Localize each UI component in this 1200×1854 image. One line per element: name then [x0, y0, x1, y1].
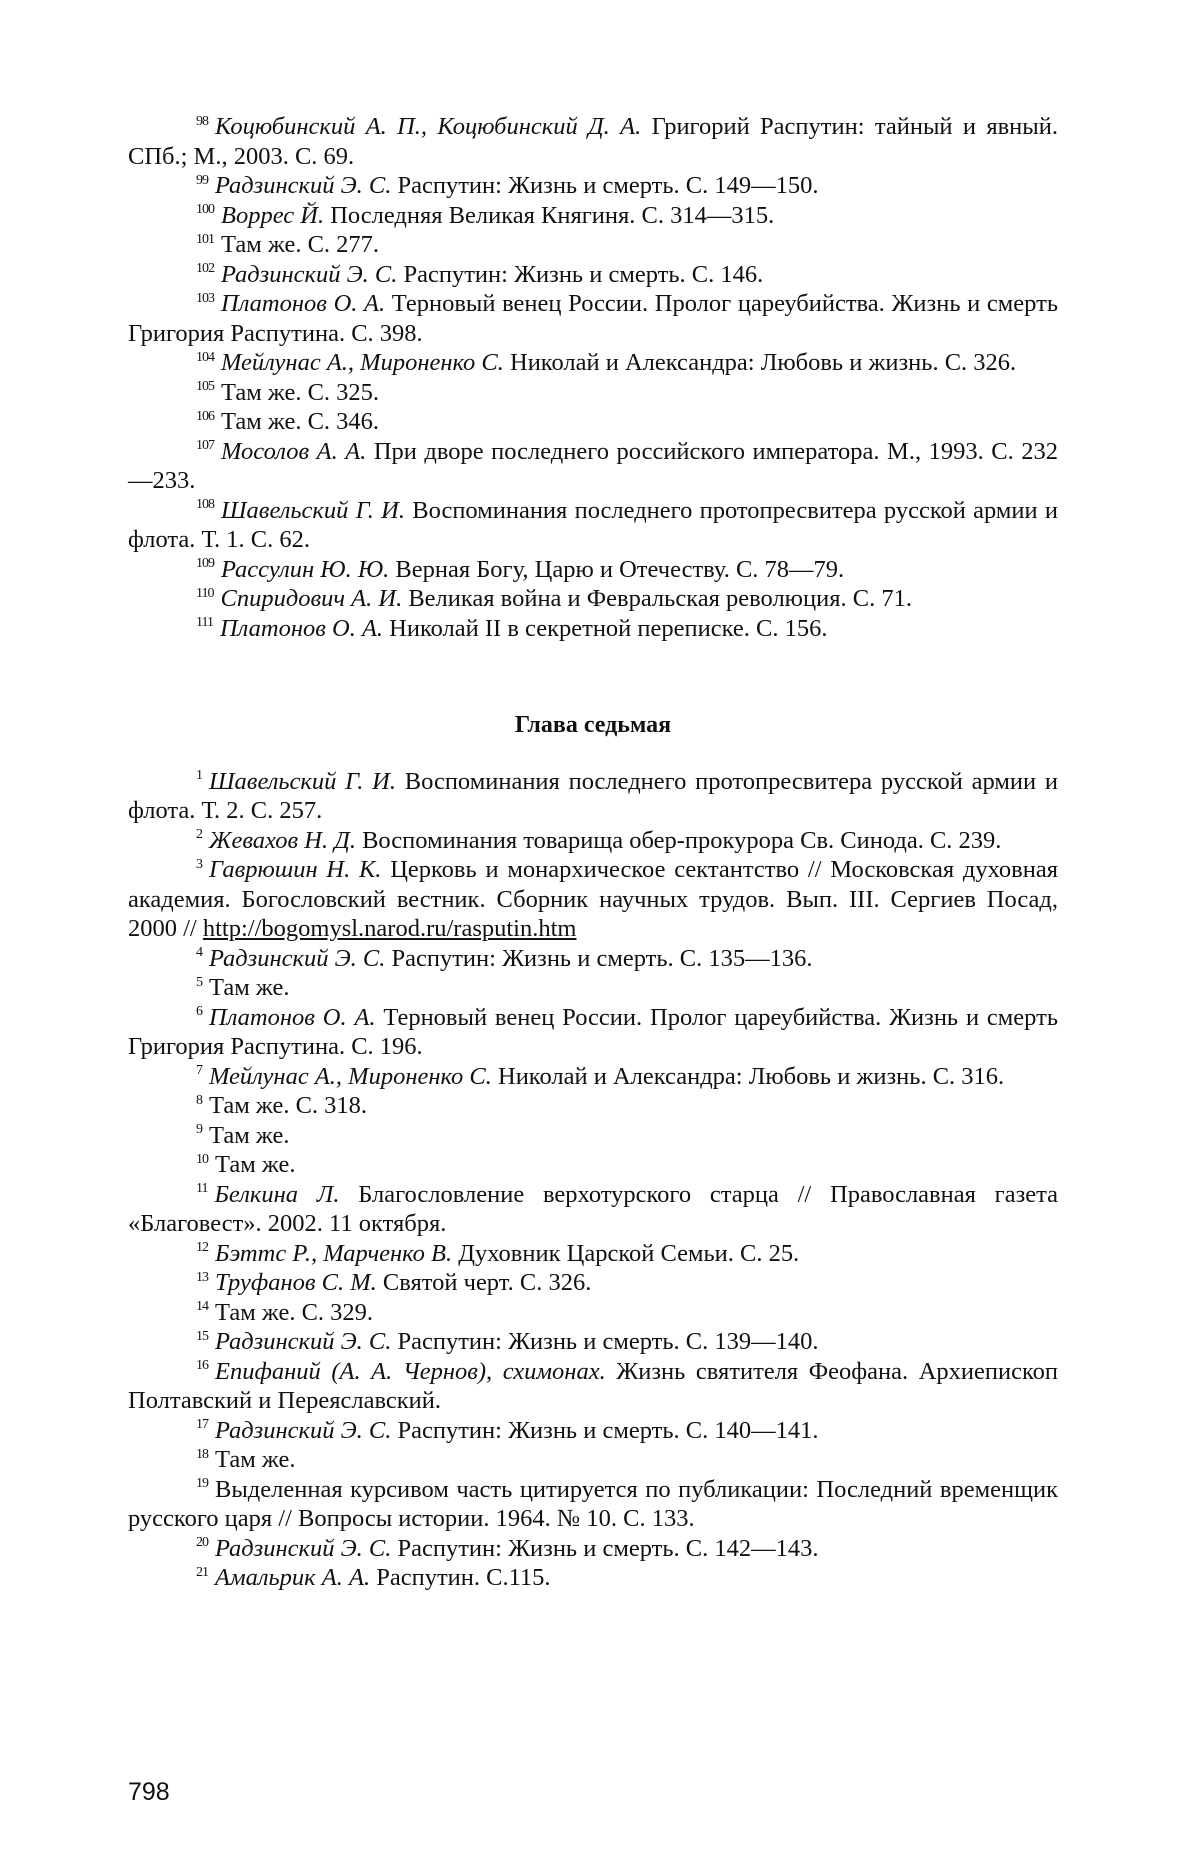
footnote — [128, 348, 1058, 378]
footnote-number: 16 — [196, 1358, 208, 1373]
footnote-number: 99 — [196, 173, 208, 188]
footnote-number: 100 — [196, 202, 214, 217]
footnote-author: Радзинский Э. С. — [209, 945, 385, 972]
footnote — [128, 1180, 1058, 1239]
footnote-text: Верная Богу, Царю и Отечеству. С. 78—79. — [389, 556, 844, 583]
footnote — [128, 171, 1058, 201]
footnote-text: Распутин: Жизнь и смерть. С. 146. — [397, 261, 763, 288]
footnote-author: Белкина Л. — [214, 1181, 339, 1208]
footnote-number: 19 — [196, 1476, 208, 1491]
footnote — [128, 555, 1058, 585]
endnotes-previous-chapter — [128, 112, 1058, 643]
footnote-number: 3 — [196, 857, 202, 872]
footnote-text: Жизнь святителя Феофана. Архиепископ Полтавский и Переяславский. — [128, 1358, 1058, 1415]
footnote-text: Там же. — [209, 974, 289, 1001]
footnote-text: Там же. С. 346. — [221, 408, 379, 435]
footnote-number: 12 — [196, 1240, 208, 1255]
footnote-author: Коцюбинский А. П., Коцюбинский Д. А. — [215, 113, 641, 140]
footnote-number: 20 — [196, 1535, 208, 1550]
footnote — [128, 112, 1058, 171]
footnote-author: Мейлунас А., Мироненко С. — [209, 1063, 492, 1090]
footnote — [128, 1327, 1058, 1357]
footnote-number: 111 — [196, 615, 213, 630]
footnote — [128, 496, 1058, 555]
footnote — [128, 614, 1058, 644]
footnote-text: Великая война и Февральская революция. С. 71. — [402, 585, 912, 612]
footnote-text: Благословление верхотурского старца // Православная газета «Благовест». 2002. 11 октября. — [128, 1181, 1058, 1238]
footnote-number: 109 — [196, 556, 214, 571]
footnote — [128, 1416, 1058, 1446]
footnote — [128, 1003, 1058, 1062]
footnote-text: Последняя Великая Княгиня. С. 314—315. — [324, 202, 774, 229]
footnote-author: Платонов О. А. — [220, 615, 383, 642]
footnote-number: 9 — [196, 1122, 202, 1137]
footnote — [128, 230, 1058, 260]
footnote-number: 15 — [196, 1329, 208, 1344]
footnote-text: Воспоминания последнего протопресвитера русской армии и флота. Т. 1. С. 62. — [128, 497, 1058, 554]
page-number: 798 — [128, 1778, 170, 1807]
footnote-author: Мосолов А. А. — [221, 438, 366, 465]
footnote-text: Там же. С. 325. — [221, 379, 379, 406]
footnote-text: Распутин. С.115. — [370, 1564, 550, 1591]
footnote — [128, 1150, 1058, 1180]
footnote — [128, 1563, 1058, 1593]
footnote — [128, 973, 1058, 1003]
footnote-number: 108 — [196, 497, 214, 512]
footnote-text: Распутин: Жизнь и смерть. С. 140—141. — [391, 1417, 818, 1444]
footnote-number: 4 — [196, 945, 202, 960]
footnote-number: 105 — [196, 379, 214, 394]
footnote-text: Николай и Александра: Любовь и жизнь. С. 326. — [504, 349, 1016, 376]
footnote-author: Спиридович А. И. — [220, 585, 402, 612]
footnote-text: Там же. С. 329. — [215, 1299, 373, 1326]
footnote-number: 21 — [196, 1565, 208, 1580]
footnote-author: Жевахов Н. Д. — [209, 827, 356, 854]
footnote-text: Там же. С. 277. — [221, 231, 379, 258]
footnote — [128, 1091, 1058, 1121]
footnote-text: Там же. — [215, 1446, 295, 1473]
footnote — [128, 944, 1058, 974]
footnote — [128, 437, 1058, 496]
footnote-text: Николай II в секретной переписке. С. 156. — [383, 615, 827, 642]
footnote-link[interactable]: http://bogomysl.narod.ru/rasputin.htm — [203, 915, 577, 942]
footnote-number: 6 — [196, 1004, 202, 1019]
footnote-author: Радзинский Э. С. — [221, 261, 397, 288]
footnote-text: Выделенная курсивом часть цитируется по публикации: Последний временщик русского царя // Вопросы истории. 1964. № 10. С. 133. — [128, 1476, 1058, 1533]
footnote — [128, 1445, 1058, 1475]
chapter-title: Глава седьмая — [128, 711, 1058, 741]
footnote-number: 107 — [196, 438, 214, 453]
endnotes-chapter-seven — [128, 767, 1058, 1593]
footnote-text: Там же. — [215, 1151, 295, 1178]
footnote-number: 98 — [196, 114, 208, 129]
footnote-number: 18 — [196, 1447, 208, 1462]
footnote-text: Распутин: Жизнь и смерть. С. 135—136. — [385, 945, 812, 972]
footnote-author: Шавельский Г. И. — [221, 497, 405, 524]
footnote — [128, 767, 1058, 826]
footnote-author: Мейлунас А., Мироненко С. — [221, 349, 504, 376]
footnote-text: Духовник Царской Семьи. С. 25. — [452, 1240, 799, 1267]
footnote — [128, 826, 1058, 856]
footnote-author: Амальрик А. А. — [215, 1564, 370, 1591]
footnote-text: Григорий Распутин: тайный и явный. СПб.; М., 2003. С. 69. — [128, 113, 1058, 170]
footnote — [128, 378, 1058, 408]
footnote-number: 101 — [196, 232, 214, 247]
footnote-text: Распутин: Жизнь и смерть. С. 142—143. — [391, 1535, 818, 1562]
footnote-number: 13 — [196, 1270, 208, 1285]
footnote-number: 2 — [196, 827, 202, 842]
footnote-text: Воспоминания последнего протопресвитера русской армии и флота. Т. 2. С. 257. — [128, 768, 1058, 825]
footnote-text: Церковь и монархическое сектантство // Московская духовная академия. Богословский вестник. Сборник научных трудов. Вып. III. Сергиев Посад, 2000 // — [128, 856, 1058, 942]
footnote — [128, 1062, 1058, 1092]
footnote-author: Епифаний (А. А. Чернов), схимонах. — [215, 1358, 606, 1385]
footnote-number: 110 — [196, 586, 213, 601]
footnote-number: 106 — [196, 409, 214, 424]
footnote-text: Там же. — [209, 1122, 289, 1149]
footnote-number: 7 — [196, 1063, 202, 1078]
footnote-number: 102 — [196, 261, 214, 276]
page-body — [128, 112, 1058, 1593]
footnote-author: Труфанов С. М. — [215, 1269, 377, 1296]
footnote-author: Радзинский Э. С. — [215, 172, 391, 199]
footnote-author: Радзинский Э. С. — [215, 1328, 391, 1355]
footnote-author: Бэттс Р., Марченко В. — [215, 1240, 452, 1267]
footnote-number: 1 — [196, 768, 202, 783]
footnote-number: 11 — [196, 1181, 207, 1196]
footnote-text: Терновый венец России. Пролог цареубийства. Жизнь и смерть Григория Распутина. С. 196. — [128, 1004, 1058, 1061]
footnote-number: 14 — [196, 1299, 208, 1314]
footnote-text: Николай и Александра: Любовь и жизнь. С. 316. — [492, 1063, 1004, 1090]
footnote-text: Там же. С. 318. — [209, 1092, 367, 1119]
footnote-number: 103 — [196, 291, 214, 306]
footnote — [128, 1239, 1058, 1269]
footnote-author: Радзинский Э. С. — [215, 1417, 391, 1444]
footnote — [128, 289, 1058, 348]
footnote — [128, 407, 1058, 437]
footnote — [128, 1121, 1058, 1151]
footnote — [128, 1268, 1058, 1298]
footnote — [128, 201, 1058, 231]
footnote-author: Радзинский Э. С. — [215, 1535, 391, 1562]
footnote — [128, 1298, 1058, 1328]
footnote — [128, 1534, 1058, 1564]
footnote-number: 10 — [196, 1152, 208, 1167]
footnote-author: Гаврюшин Н. К. — [209, 856, 381, 883]
footnote-author: Шавельский Г. И. — [209, 768, 396, 795]
footnote-text: Святой черт. С. 326. — [377, 1269, 592, 1296]
footnote — [128, 855, 1058, 944]
footnote-text: Распутин: Жизнь и смерть. С. 139—140. — [391, 1328, 818, 1355]
footnote — [128, 1475, 1058, 1534]
footnote-author: Рассулин Ю. Ю. — [221, 556, 389, 583]
footnote — [128, 260, 1058, 290]
footnote-author: Платонов О. А. — [221, 290, 385, 317]
footnote — [128, 1357, 1058, 1416]
footnote-author: Воррес Й. — [221, 202, 324, 229]
footnote — [128, 584, 1058, 614]
footnote-text: При дворе последнего российского императора. М., 1993. С. 232—233. — [128, 438, 1058, 495]
footnote-number: 8 — [196, 1093, 202, 1108]
footnote-number: 104 — [196, 350, 214, 365]
footnote-author: Платонов О. А. — [209, 1004, 376, 1031]
footnote-number: 17 — [196, 1417, 208, 1432]
footnote-number: 5 — [196, 975, 202, 990]
footnote-text: Воспоминания товарища обер-прокурора Св. Синода. С. 239. — [356, 827, 1001, 854]
footnote-text: Распутин: Жизнь и смерть. С. 149—150. — [391, 172, 818, 199]
footnote-text: Терновый венец России. Пролог цареубийства. Жизнь и смерть Григория Распутина. С. 398. — [128, 290, 1058, 347]
